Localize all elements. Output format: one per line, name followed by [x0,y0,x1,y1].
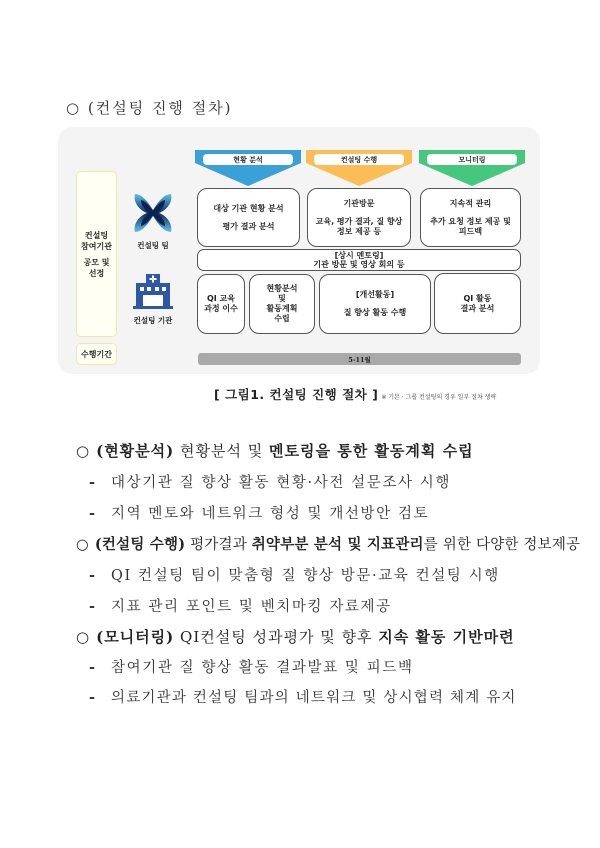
sub-item [89,686,517,707]
figure-caption [214,385,496,403]
item-text-bold: 지속 활동 기반마련 [378,628,515,646]
phase-label: 컨설팅 수행 [314,154,404,165]
mentoring-desc: 기관 방문 및 영상 회의 등 [313,260,405,269]
item-text: 평가결과 [185,537,252,553]
item-text: 현황분석 및 [174,442,270,460]
box-line: 피드백 [458,226,483,236]
box-line: QI 활동 [463,293,492,303]
item-text-bold: 멘토링을 통한 활동계획 수립 [269,442,474,460]
box-line: 평가 결과 분석 [222,221,275,231]
box-line: 추가 요청 정보 제공 및 [430,216,511,226]
circle-bullet-icon: ○ [76,442,91,460]
section-title: ○ (컨설팅 진행 절차) [66,99,233,117]
consulting-institution-label: 컨설팅 기관 [133,316,173,325]
box-line: 과정 이수 [204,304,238,313]
left-col-line4: 선정 [88,268,105,278]
box-line: 활동계획 [266,304,298,313]
sub-item-text: 대상기관 질 향상 활동 현황·사전 설문조사 시행 [111,475,451,491]
caption-note: ※ 기본 · 그룹 컨설팅의 경우 일부 절차 생략 [381,394,497,401]
item-tag: (모니터링) [96,628,175,646]
dash-icon: - [89,505,97,522]
sub-item-text: 의료기관과 컨설팅 팀과의 네트워크 및 상시협력 체계 유지 [111,690,517,706]
left-col-line1: 컨설팅 [84,230,109,240]
left-col-line2: 참여기관 [81,241,112,251]
circle-bullet-icon: ○ [76,628,91,646]
mentoring-box [197,249,521,271]
phase-status-analysis [195,150,301,186]
dash-icon: - [89,659,97,676]
box-line: 교육, 평가 결과, 질 향상 [315,216,403,226]
sub-item [89,564,500,585]
sub-item [89,471,451,492]
caption-main: [ 그림1. 컨설팅 진행 절차 ] [214,387,379,402]
participant-selection-box [76,171,117,337]
circle-bullet-icon: ○ [76,537,89,553]
sub-item-text: QI 컨설팅 팀이 맞춤형 질 향상 방문·교육 컨설팅 시행 [111,568,500,584]
phase-monitoring [419,150,525,186]
item-text-bold: 취약부분 분석 및 지표관리 [251,536,424,553]
mentoring-title: [상시 멘토링] [334,251,384,260]
dash-icon: - [89,598,97,615]
box-line: 지속적 관리 [449,198,492,208]
team-box-visit [307,188,411,247]
dash-icon: - [89,567,97,584]
box-line: 및 [278,294,286,303]
box-line: 질 향상 활동 수행 [343,308,407,317]
item-text: QI컨설팅 성과평가 및 향후 [174,628,379,646]
box-line: 결과 분석 [460,303,495,313]
phase-label: 현황 분석 [203,154,293,165]
hospital-icon [133,273,173,311]
box-line: QI 교육 [206,294,236,303]
item-text-tail: 를 위한 다양한 정보제공 [423,537,581,553]
sub-item [89,595,392,616]
consulting-team-label: 컨설팅 팀 [137,241,169,250]
sub-item-text: 참여기관 질 향상 활동 결과발표 및 피드백 [111,660,414,676]
item-tag: (현황분석) [96,442,175,460]
left-col-line3: 공모 및 [83,257,110,267]
item-monitoring [76,626,515,647]
box-line: 수립 [274,314,290,323]
item-consulting [76,533,580,554]
institution-box-education [197,274,245,334]
period-label: 수행기간 [76,343,117,365]
institution-box-planning [249,274,315,334]
team-box-analysis [197,188,300,247]
dash-icon: - [89,689,97,706]
box-line: 대상 기관 현황 분석 [213,203,284,213]
institution-box-result [434,273,521,334]
dash-icon: - [89,474,97,491]
phase-consulting [306,150,412,186]
sub-item-text: 지역 멘토와 네트워크 형성 및 개선방안 검토 [111,506,430,522]
team-box-management [420,188,521,247]
sub-item [89,502,429,523]
box-line: 기관방문 [343,198,375,208]
sub-item-text: 지표 관리 포인트 및 벤치마킹 자료제공 [111,599,392,615]
x-logo-icon [133,192,173,234]
item-status-analysis [76,440,474,461]
box-line: [개선활동] [355,290,395,299]
sub-item [89,656,414,677]
period-bar: 5-11월 [198,353,521,365]
phase-label: 모니터링 [427,154,517,165]
item-tag: (컨설팅 수행) [94,536,186,553]
box-line: 현황분석 [266,284,298,293]
box-line: 정보 제공 등 [336,226,382,236]
institution-box-improvement [319,274,431,334]
